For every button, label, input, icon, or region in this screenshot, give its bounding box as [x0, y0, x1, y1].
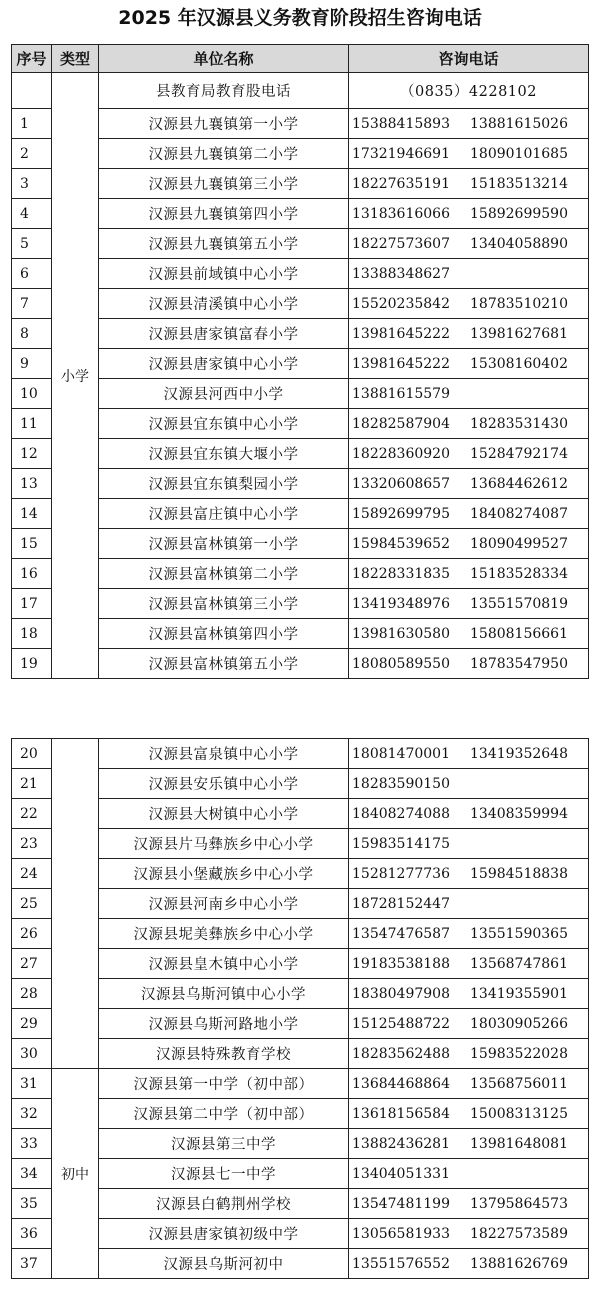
- phone-number-1: 18282587904: [352, 415, 450, 432]
- row-index: 20: [12, 739, 52, 769]
- row-index: 2: [12, 139, 52, 169]
- phone-cell: [349, 109, 589, 139]
- phone-cell: [349, 229, 589, 259]
- table-row: [12, 409, 589, 439]
- type-primary-continued: [52, 739, 99, 1069]
- phone-number-1: 15892699795: [352, 505, 450, 522]
- row-index: 13: [12, 469, 52, 499]
- phone-cell: [349, 1249, 589, 1279]
- phone-cell: [349, 169, 589, 199]
- phone-cell: [349, 259, 589, 289]
- row-index: 11: [12, 409, 52, 439]
- phone-number-2: 13568756011: [470, 1075, 568, 1092]
- row-index: 36: [12, 1219, 52, 1249]
- phone-cell: [349, 1189, 589, 1219]
- row-index: 23: [12, 829, 52, 859]
- phone-number-1: 18228331835: [352, 565, 450, 582]
- phone-number-1: 13547476587: [352, 925, 450, 942]
- unit-name: 汉源县白鹤荆州学校: [99, 1189, 349, 1219]
- row-index: 21: [12, 769, 52, 799]
- unit-name: 汉源县唐家镇中心小学: [99, 349, 349, 379]
- unit-name: 汉源县乌斯河镇中心小学: [99, 979, 349, 1009]
- phone-number-2: 15008313125: [470, 1105, 568, 1122]
- unit-name: 汉源县乌斯河路地小学: [99, 1009, 349, 1039]
- phone-cell: [349, 889, 589, 919]
- phone-number-1: 18081470001: [352, 745, 450, 762]
- phone-cell: [349, 1009, 589, 1039]
- phone-cell: [349, 469, 589, 499]
- phone-cell: [349, 409, 589, 439]
- phone-number-2: 18783510210: [470, 295, 568, 312]
- phone-number-2: 15284792174: [470, 445, 568, 462]
- row-index: 29: [12, 1009, 52, 1039]
- phone-number-1: 18080589550: [352, 655, 450, 672]
- phone-table-part-1: [11, 44, 589, 679]
- unit-name: 汉源县富林镇第一小学: [99, 529, 349, 559]
- phone-number-2: 18283531430: [470, 415, 568, 432]
- row-index: 24: [12, 859, 52, 889]
- row-index: 16: [12, 559, 52, 589]
- row-index: 6: [12, 259, 52, 289]
- phone-number-2: 13795864573: [470, 1195, 568, 1212]
- row-index: 30: [12, 1039, 52, 1069]
- unit-name: 汉源县九襄镇第四小学: [99, 199, 349, 229]
- phone-number-1: 13183616066: [352, 205, 450, 222]
- table-row: [12, 1129, 589, 1159]
- table-row: [12, 1249, 589, 1279]
- phone-number-2: 13981648081: [470, 1135, 568, 1152]
- table-row: [12, 439, 589, 469]
- phone-number-2: 15984518838: [470, 865, 568, 882]
- phone-number-1: 19183538188: [352, 955, 450, 972]
- row-index: 1: [12, 109, 52, 139]
- phone-cell: [349, 1159, 589, 1189]
- phone-cell: [349, 769, 589, 799]
- unit-name: 汉源县河南乡中心小学: [99, 889, 349, 919]
- phone-number-1: 18283562488: [352, 1045, 450, 1062]
- phone-number-1: 15281277736: [352, 865, 450, 882]
- table-row: [12, 1099, 589, 1129]
- header-unit: 单位名称: [99, 45, 349, 73]
- phone-cell: [349, 799, 589, 829]
- table-row: [12, 949, 589, 979]
- unit-name: 汉源县宜东镇中心小学: [99, 409, 349, 439]
- phone-number-1: 13881615579: [352, 385, 450, 402]
- phone-cell: [349, 619, 589, 649]
- unit-name: 汉源县河西中小学: [99, 379, 349, 409]
- table-row: [12, 379, 589, 409]
- phone-number-1: 13056581933: [352, 1225, 450, 1242]
- phone-number-2: 13419352648: [470, 745, 568, 762]
- phone-cell: [349, 1069, 589, 1099]
- phone-number-2: 13419355901: [470, 985, 568, 1002]
- unit-name: 汉源县宜东镇梨园小学: [99, 469, 349, 499]
- phone-cell: [349, 199, 589, 229]
- phone-cell: [349, 439, 589, 469]
- row-index: 15: [12, 529, 52, 559]
- phone-number-2: 13684462612: [470, 475, 568, 492]
- phone-cell: [349, 1039, 589, 1069]
- phone-cell: [349, 1099, 589, 1129]
- row-index: 3: [12, 169, 52, 199]
- unit-name: 汉源县九襄镇第五小学: [99, 229, 349, 259]
- phone-number-1: 13684468864: [352, 1075, 450, 1092]
- phone-number-2: 13881626769: [470, 1255, 568, 1272]
- header-type: 类型: [52, 45, 99, 73]
- table-row: [12, 469, 589, 499]
- phone-number-1: 13882436281: [352, 1135, 450, 1152]
- row-index: 31: [12, 1069, 52, 1099]
- unit-name: 汉源县唐家镇初级中学: [99, 1219, 349, 1249]
- phone-number-1: 13419348976: [352, 595, 450, 612]
- table-row: [12, 139, 589, 169]
- row-index: 12: [12, 439, 52, 469]
- phone-cell: [349, 649, 589, 679]
- row-index: 7: [12, 289, 52, 319]
- phone-number-1: 15984539652: [352, 535, 450, 552]
- unit-name: 汉源县小堡藏族乡中心小学: [99, 859, 349, 889]
- unit-name: 汉源县前域镇中心小学: [99, 259, 349, 289]
- row-index: 19: [12, 649, 52, 679]
- phone-cell: [349, 979, 589, 1009]
- phone-cell: [349, 919, 589, 949]
- phone-number-1: 18728152447: [352, 895, 450, 912]
- table-row: [12, 1069, 589, 1099]
- phone-number-1: 13404051331: [352, 1165, 450, 1182]
- unit-name: 汉源县九襄镇第三小学: [99, 169, 349, 199]
- row-index: 17: [12, 589, 52, 619]
- row-index: 27: [12, 949, 52, 979]
- table-row: [12, 1039, 589, 1069]
- phone-cell: [349, 829, 589, 859]
- table-row: [12, 529, 589, 559]
- bureau-name: 县教育局教育股电话: [99, 73, 349, 109]
- table-row: [12, 919, 589, 949]
- unit-name: 汉源县第一中学（初中部）: [99, 1069, 349, 1099]
- row-index: 8: [12, 319, 52, 349]
- unit-name: 汉源县富林镇第四小学: [99, 619, 349, 649]
- unit-name: 汉源县富庄镇中心小学: [99, 499, 349, 529]
- unit-name: 汉源县七一中学: [99, 1159, 349, 1189]
- phone-cell: [349, 859, 589, 889]
- phone-number-1: 13618156584: [352, 1105, 450, 1122]
- table-row: [12, 979, 589, 1009]
- type-primary: 小学: [52, 73, 99, 679]
- row-index: 26: [12, 919, 52, 949]
- table-row: [12, 859, 589, 889]
- table-row: [12, 829, 589, 859]
- table-row: [12, 1189, 589, 1219]
- row-index: 33: [12, 1129, 52, 1159]
- unit-name: 汉源县清溪镇中心小学: [99, 289, 349, 319]
- header-phone: 咨询电话: [349, 45, 589, 73]
- phone-number-1: 15125488722: [352, 1015, 450, 1032]
- phone-number-1: 17321946691: [352, 145, 450, 162]
- table-row: [12, 769, 589, 799]
- phone-number-1: 18227635191: [352, 175, 450, 192]
- bureau-row: [12, 73, 589, 109]
- unit-name: 汉源县大树镇中心小学: [99, 799, 349, 829]
- phone-cell: [349, 1219, 589, 1249]
- phone-number-1: 13547481199: [352, 1195, 450, 1212]
- unit-name: 汉源县富林镇第三小学: [99, 589, 349, 619]
- table-row: [12, 499, 589, 529]
- table-row: [12, 1159, 589, 1189]
- unit-name: 汉源县富泉镇中心小学: [99, 739, 349, 769]
- phone-number-2: 18090101685: [470, 145, 568, 162]
- phone-number-1: 18228360920: [352, 445, 450, 462]
- phone-cell: [349, 139, 589, 169]
- table-row: [12, 349, 589, 379]
- phone-number-1: 18227573607: [352, 235, 450, 252]
- type-junior: 初中: [52, 1069, 99, 1279]
- phone-number-2: 13408359994: [470, 805, 568, 822]
- table-row: [12, 319, 589, 349]
- phone-number-2: 13404058890: [470, 235, 568, 252]
- phone-number-2: 18030905266: [470, 1015, 568, 1032]
- row-index: 10: [12, 379, 52, 409]
- row-index: 28: [12, 979, 52, 1009]
- phone-number-2: 15183528334: [470, 565, 568, 582]
- row-index: 5: [12, 229, 52, 259]
- table-row: [12, 559, 589, 589]
- phone-cell: [349, 319, 589, 349]
- table-row: [12, 1009, 589, 1039]
- phone-number-2: 13568747861: [470, 955, 568, 972]
- unit-name: 汉源县皇木镇中心小学: [99, 949, 349, 979]
- row-index: 35: [12, 1189, 52, 1219]
- row-index: 14: [12, 499, 52, 529]
- table-row: [12, 1219, 589, 1249]
- phone-number-1: 15983514175: [352, 835, 450, 852]
- table-row: [12, 229, 589, 259]
- unit-name: 汉源县富林镇第二小学: [99, 559, 349, 589]
- phone-number-1: 13320608657: [352, 475, 450, 492]
- row-index: 37: [12, 1249, 52, 1279]
- phone-number-2: 15808156661: [470, 625, 568, 642]
- phone-number-2: 15308160402: [470, 355, 568, 372]
- row-index: 34: [12, 1159, 52, 1189]
- phone-number-1: 13551576552: [352, 1255, 450, 1272]
- phone-cell: [349, 589, 589, 619]
- phone-number-1: 15388415893: [352, 115, 450, 132]
- table-row: [12, 619, 589, 649]
- table-row: [12, 589, 589, 619]
- phone-number-2: 18090499527: [470, 535, 568, 552]
- unit-name: 汉源县九襄镇第一小学: [99, 109, 349, 139]
- row-index: 9: [12, 349, 52, 379]
- phone-number-1: 18283590150: [352, 775, 450, 792]
- unit-name: 汉源县片马彝族乡中心小学: [99, 829, 349, 859]
- unit-name: 汉源县第三中学: [99, 1129, 349, 1159]
- header-index: 序号: [12, 45, 52, 73]
- phone-number-2: 15183513214: [470, 175, 568, 192]
- row-index: 32: [12, 1099, 52, 1129]
- phone-number-2: 13551570819: [470, 595, 568, 612]
- phone-cell: [349, 529, 589, 559]
- row-index: 4: [12, 199, 52, 229]
- table-header-row: [12, 45, 589, 73]
- row-index: 25: [12, 889, 52, 919]
- table-row: [12, 739, 589, 769]
- phone-number-1: 13981645222: [352, 325, 450, 342]
- unit-name: 汉源县富林镇第五小学: [99, 649, 349, 679]
- table-row: [12, 259, 589, 289]
- page-title: 2025 年汉源县义务教育阶段招生咨询电话: [118, 7, 482, 29]
- phone-number-1: 13388348627: [352, 265, 450, 282]
- phone-number-2: 15983522028: [470, 1045, 568, 1062]
- unit-name: 汉源县坭美彝族乡中心小学: [99, 919, 349, 949]
- phone-table-part-2: [11, 738, 589, 1279]
- table-row: [12, 199, 589, 229]
- table-row: [12, 649, 589, 679]
- unit-name: 汉源县乌斯河初中: [99, 1249, 349, 1279]
- phone-number-2: 13981627681: [470, 325, 568, 342]
- unit-name: 汉源县唐家镇富春小学: [99, 319, 349, 349]
- table-row: [12, 289, 589, 319]
- phone-cell: [349, 289, 589, 319]
- phone-number-1: 18380497908: [352, 985, 450, 1002]
- table-row: [12, 109, 589, 139]
- phone-number-1: 15520235842: [352, 295, 450, 312]
- phone-number-1: 13981645222: [352, 355, 450, 372]
- table-row: [12, 169, 589, 199]
- phone-number-2: 15892699590: [470, 205, 568, 222]
- phone-cell: [349, 379, 589, 409]
- row-index: 18: [12, 619, 52, 649]
- unit-name: 汉源县九襄镇第二小学: [99, 139, 349, 169]
- table-row: [12, 799, 589, 829]
- bureau-phone: （0835）4228102: [349, 73, 589, 109]
- phone-number-1: 18408274088: [352, 805, 450, 822]
- unit-name: 汉源县安乐镇中心小学: [99, 769, 349, 799]
- phone-cell: [349, 559, 589, 589]
- phone-cell: [349, 1129, 589, 1159]
- phone-cell: [349, 349, 589, 379]
- phone-number-2: 13551590365: [470, 925, 568, 942]
- phone-number-2: 18408274087: [470, 505, 568, 522]
- phone-number-2: 18783547950: [470, 655, 568, 672]
- phone-number-2: 13881615026: [470, 115, 568, 132]
- unit-name: 汉源县特殊教育学校: [99, 1039, 349, 1069]
- row-index: 22: [12, 799, 52, 829]
- table-row: [12, 889, 589, 919]
- bureau-index-cell: [12, 73, 52, 109]
- phone-number-2: 18227573589: [470, 1225, 568, 1242]
- phone-cell: [349, 499, 589, 529]
- phone-cell: [349, 739, 589, 769]
- unit-name: 汉源县宜东镇大堰小学: [99, 439, 349, 469]
- phone-cell: [349, 949, 589, 979]
- unit-name: 汉源县第二中学（初中部）: [99, 1099, 349, 1129]
- phone-number-1: 13981630580: [352, 625, 450, 642]
